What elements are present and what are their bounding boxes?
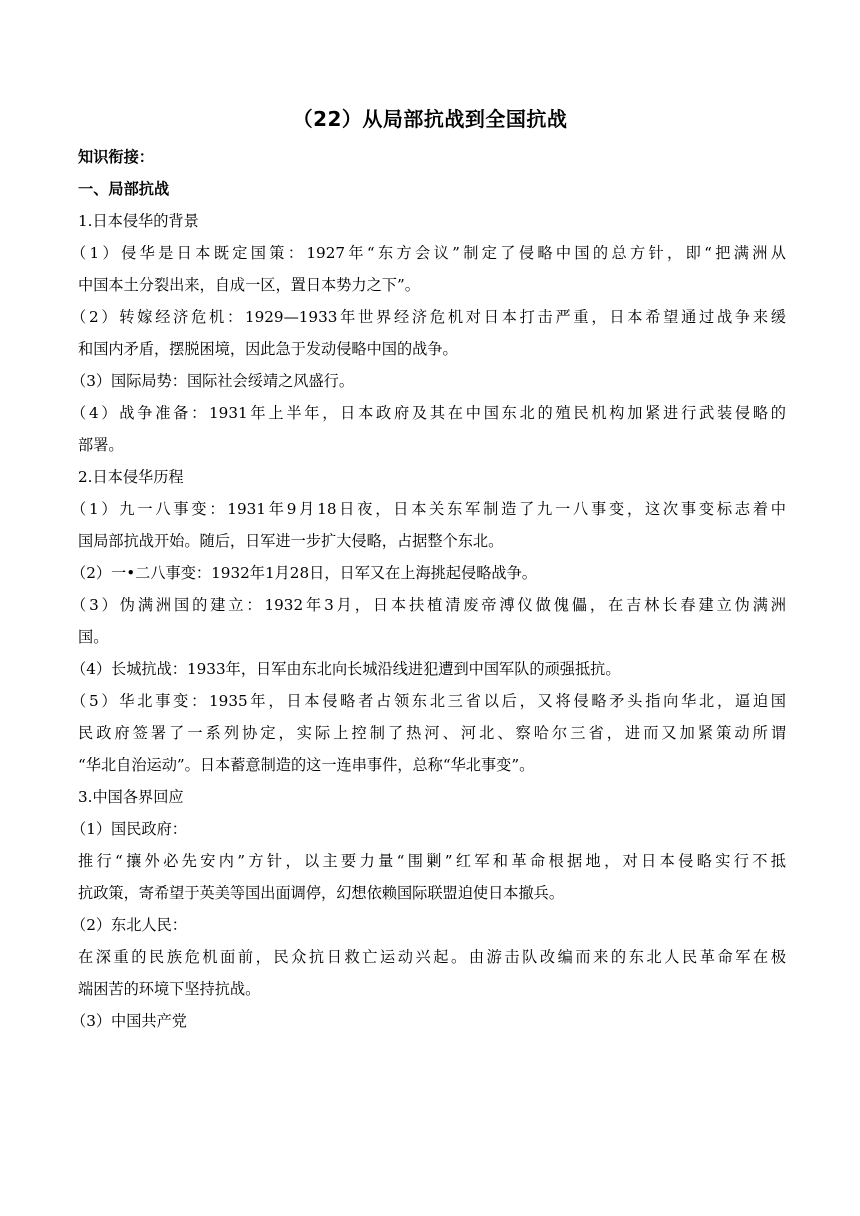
paragraph-line: （2）一•二八事变：1932年1月28日，日军又在上海挑起侵略战争。 (71, 564, 537, 582)
paragraph-line: （3）中国共产党 (71, 1012, 187, 1030)
subsection-heading: 1.日本侵华的背景 (78, 212, 199, 230)
paragraph-line: （3）国际局势：国际社会绥靖之风盛行。 (71, 372, 355, 390)
paragraph-line: 端困苦的环境下坚持抗战。 (78, 980, 261, 998)
paragraph-line: 部署。 (78, 436, 124, 454)
paragraph-line: （1）侵华是日本既定国策：1927年“东方会议”制定了侵略中国的总方针，即“把满洲从 (71, 244, 786, 262)
paragraph-line: 抗政策，寄希望于英美等国出面调停，幻想依赖国际联盟迫使日本撤兵。 (78, 884, 564, 902)
paragraph-line: （2）转嫁经济危机：1929—1933年世界经济危机对日本打击严重，日本希望通过战争来缓 (71, 308, 786, 326)
subsection-heading: 2.日本侵华历程 (78, 468, 184, 486)
section-heading: 一、局部抗战 (78, 180, 170, 198)
paragraph-line: （4）长城抗战：1933年，日军由东北向长城沿线进犯遭到中国军队的顽强抵抗。 (71, 660, 621, 678)
paragraph-line: 推行“攘外必先安内”方针，以主要力量“围剿”红军和革命根据地，对日本侵略实行不抵 (78, 852, 786, 870)
paragraph-line: （5）华北事变：1935年，日本侵略者占领东北三省以后，又将侵略矛头指向华北，逼迫国 (71, 692, 786, 710)
paragraph-line: 国局部抗战开始。随后，日军进一步扩大侵略，占据整个东北。 (78, 532, 504, 550)
paragraph-line: 国。 (78, 628, 109, 646)
document-body (71, 141, 786, 1037)
section-heading: 知识衔接： (78, 148, 154, 166)
paragraph-line: 在深重的民族危机面前，民众抗日救亡运动兴起。由游击队改编而来的东北人民革命军在极 (78, 948, 786, 966)
paragraph-line: （1）国民政府： (71, 820, 187, 838)
paragraph-line: 和国内矛盾，摆脱困境，因此急于发动侵略中国的战争。 (78, 340, 458, 358)
paragraph-line: 中国本土分裂出来，自成一区，置日本势力之下”。 (78, 276, 420, 294)
paragraph-line: （1）九一八事变：1931年9月18日夜，日本关东军制造了九一八事变，这次事变标志着中 (71, 500, 786, 518)
paragraph-line: （2）东北人民： (71, 916, 187, 934)
paragraph-line: 民政府签署了一系列协定，实际上控制了热河、河北、察哈尔三省，进而又加紧策动所谓 (78, 724, 786, 742)
paragraph-line: “华北自治运动”。日本蓄意制造的这一连串事件，总称“华北事变”。 (78, 756, 535, 774)
document-title: （22）从局部抗战到全国抗战 (292, 107, 568, 131)
paragraph-line: （3）伪满洲国的建立：1932年3月，日本扶植清废帝溥仪做傀儡，在吉林长春建立伪满洲 (71, 596, 786, 614)
paragraph-line: （4）战争准备：1931年上半年，日本政府及其在中国东北的殖民机构加紧进行武装侵略的 (71, 404, 786, 422)
subsection-heading: 3.中国各界回应 (78, 788, 184, 806)
